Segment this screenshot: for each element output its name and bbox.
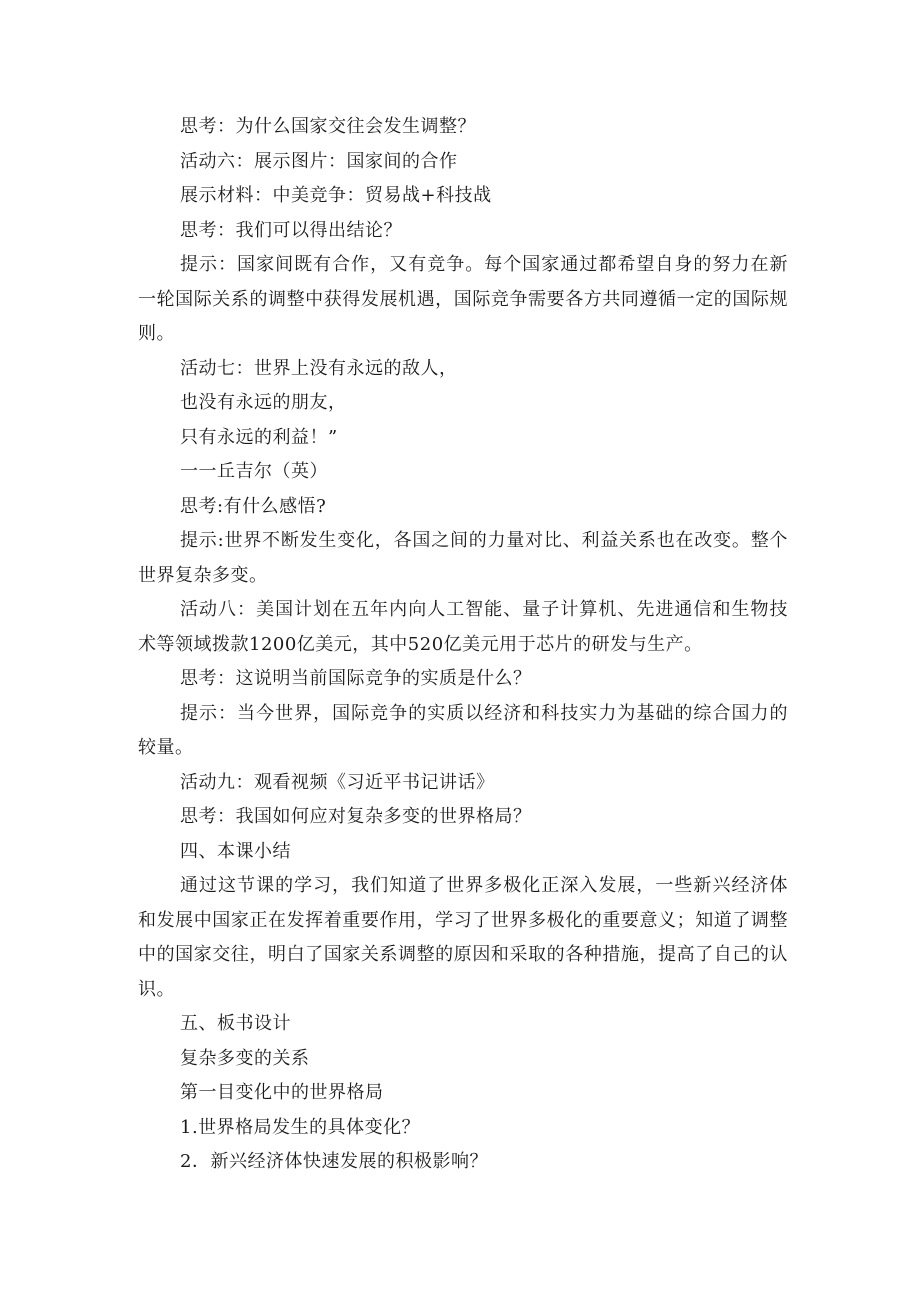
document-page (138, 110, 788, 1180)
paragraph: 复杂多变的关系 (180, 1047, 310, 1069)
paragraph: 也没有永远的朋友， (180, 392, 347, 413)
paragraph: 提示:世界不断发生变化，各国之间的力量对比、利益关系也在改变。整个世界复杂多变。 (138, 530, 788, 586)
paragraph: 思考:有什么感悟? (180, 495, 327, 517)
list-item: 2．新兴经济体快速发展的积极影响？ (180, 1151, 488, 1172)
paragraph: 活动九：观看视频《习近平书记讲话》 (180, 771, 495, 793)
paragraph: 思考：我们可以得出结论？ (180, 219, 402, 241)
paragraph: 展示材料：中美竞争：贸易战+科技战 (180, 185, 492, 206)
paragraph: 提示：国家间既有合作，又有竞争。每个国家通过都希望自身的努力在新一轮国际关系的调整中获得发展机遇，国际竞争需要各方共同遵循一定的国际规则。 (138, 254, 788, 344)
paragraph: 只有永远的利益！” (180, 426, 338, 448)
paragraph: 通过这节课的学习，我们知道了世界多极化正深入发展，一些新兴经济体和发展中国家正在发挥着重要作用，学习了世界多极化的重要意义；知道了调整中的国家交往，明白了国家关系调整的原因和采取的各种措施，提高了自己的认识。 (138, 875, 788, 1000)
section-heading: 五、板书设计 (180, 1013, 291, 1034)
section-heading: 四、本课小结 (180, 840, 291, 862)
paragraph: 活动八：美国计划在五年内向人工智能、量子计算机、先进通信和生物技术等领域拨款1200亿美元，其中520亿美元用于芯片的研发与生产。 (138, 599, 788, 655)
paragraph: 活动六：展示图片：国家间的合作 (180, 150, 458, 172)
paragraph: 提示：当今世界，国际竞争的实质以经济和科技实力为基础的综合国力的较量。 (138, 702, 788, 758)
paragraph: 活动七：世界上没有永远的敌人， (180, 357, 458, 379)
paragraph: 思考：我国如何应对复杂多变的世界格局？ (180, 806, 532, 827)
list-item: 1.世界格局发生的具体变化？ (180, 1116, 421, 1138)
paragraph: 思考：这说明当前国际竞争的实质是什么？ (180, 668, 532, 689)
paragraph: 第一目变化中的世界格局 (180, 1082, 384, 1103)
paragraph: 一一丘吉尔（英） (180, 461, 328, 482)
paragraph: 思考：为什么国家交往会发生调整？ (180, 116, 476, 137)
